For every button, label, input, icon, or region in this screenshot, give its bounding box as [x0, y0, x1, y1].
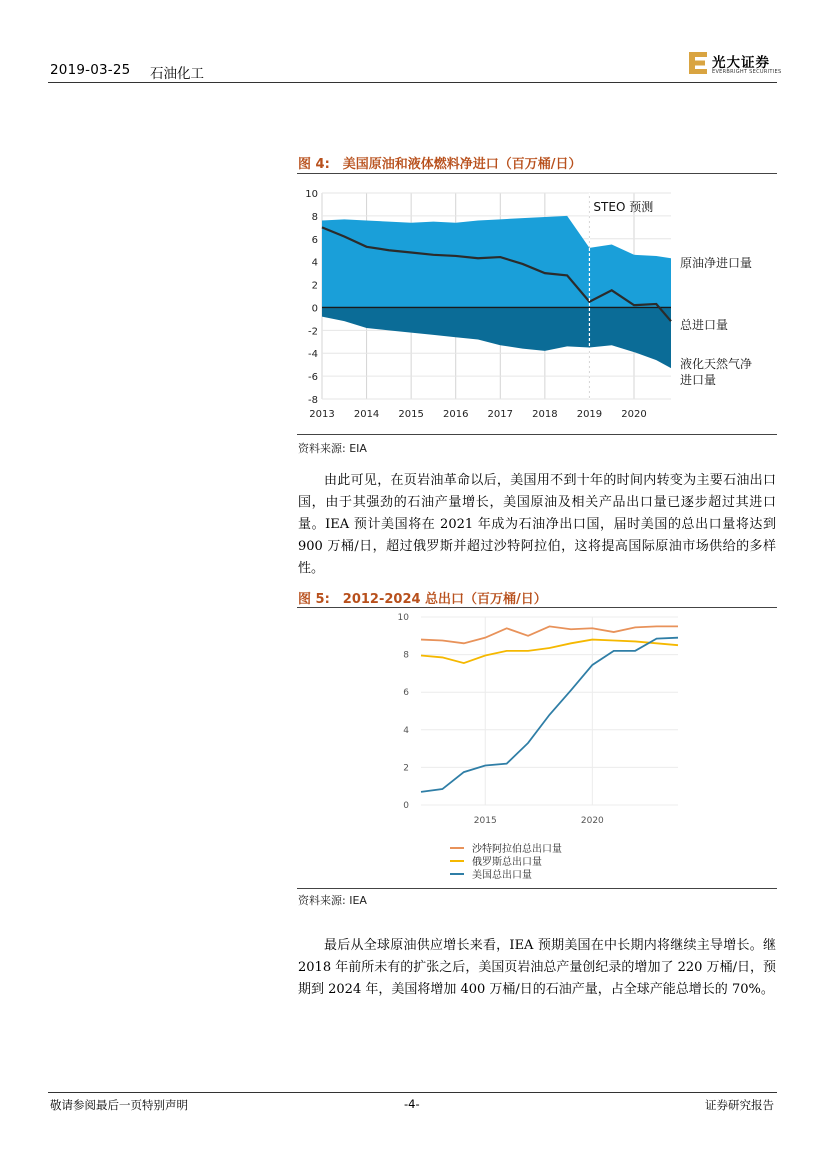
y-tick-label: 4	[403, 725, 409, 736]
y-tick-label: 4	[311, 257, 318, 269]
figure5-bottom-rule	[297, 888, 777, 889]
y-tick-label: 2	[403, 763, 409, 774]
legend-russia-label: 俄罗斯总出口量	[472, 857, 542, 868]
x-tick-label: 2015	[473, 816, 497, 826]
figure5-chart	[388, 610, 683, 888]
figure4-chart	[297, 178, 777, 430]
legend-label-lng: 液化天然气净进口量	[680, 357, 753, 387]
figure5-top-rule	[297, 607, 777, 608]
x-tick-label: 2016	[442, 409, 469, 420]
legend-saudi-label: 沙特阿拉伯总出口量	[472, 844, 562, 855]
y-tick-label: -2	[308, 326, 318, 338]
page-number: -4-	[404, 1097, 420, 1111]
x-tick-label: 2013	[309, 409, 335, 420]
footer-report-type: 证券研究报告	[705, 1098, 774, 1112]
y-tick-label: 0	[311, 303, 318, 315]
header-divider	[48, 82, 777, 83]
x-tick-label: 2020	[621, 409, 647, 420]
x-tick-label: 2017	[487, 409, 514, 420]
footer-divider	[48, 1092, 777, 1093]
logo-subtext: EVERBRIGHT SECURITIES	[712, 69, 782, 75]
usa-export-line	[421, 638, 678, 792]
y-tick-label: 6	[311, 234, 318, 246]
body-paragraph-2: 最后从全球原油供应增长来看，IEA 预期美国在中长期内将继续主导增长。继 2018 年前所未有的扩张之后，美国页岩油总产量创纪录的增加了 220 万桶/日，预期到 2024 年，美国将增加 400 万桶/日的石油产量，占全球产能总增长的 70%。	[298, 938, 776, 997]
legend-label-net-import: 原油净进口量	[680, 256, 753, 270]
figure4-title: 图 4: 美国原油和液体燃料净进口（百万桶/日）	[298, 157, 582, 172]
y-tick-label: 2	[311, 280, 318, 292]
x-tick-label: 2020	[580, 816, 604, 826]
y-tick-label: 8	[403, 650, 409, 661]
legend-usa-label: 美国总出口量	[472, 870, 532, 881]
x-tick-label: 2019	[576, 409, 603, 420]
figure5-title: 图 5: 2012-2024 总出口（百万桶/日）	[298, 592, 547, 607]
y-tick-label: -4	[308, 349, 318, 361]
forecast-label: STEO 预测	[593, 200, 654, 214]
legend-label-total-import: 总进口量	[680, 318, 729, 332]
y-tick-label: 0	[403, 801, 409, 811]
brokerage-logo-icon	[688, 50, 710, 76]
figure4-source: 资料来源: EIA	[298, 442, 367, 455]
y-tick-label: 10	[305, 189, 318, 200]
figure4-bottom-rule	[297, 434, 777, 435]
x-tick-label: 2014	[353, 409, 380, 420]
x-tick-label: 2018	[532, 409, 558, 420]
logo-text: 光大证券	[712, 55, 770, 71]
figure4-top-rule	[297, 173, 777, 174]
export-area	[322, 307, 671, 368]
body-paragraph-1: 由此可见，在页岩油革命以后，美国用不到十年的时间内转变为主要石油出口国，由于其强劲的石油产量增长，美国原油及相关产品出口量已逐步超过其进口量。IEA 预计美国将在 2021 年成为石油净出口国，届时美国的总出口量将达到 900 万桶/日，超过俄罗斯并超过沙特阿拉伯，这将提高国际原油市场供给的多样性。	[298, 473, 776, 576]
y-tick-label: 8	[311, 211, 318, 223]
figure5-source: 资料来源: IEA	[298, 894, 367, 907]
x-tick-label: 2015	[398, 409, 424, 420]
footer-disclaimer: 敬请参阅最后一页特别声明	[50, 1098, 188, 1112]
report-date: 2019-03-25	[50, 62, 131, 78]
report-sector: 石油化工	[150, 66, 204, 82]
y-tick-label: -8	[308, 395, 318, 406]
saudi-export-line	[421, 626, 678, 643]
y-tick-label: 10	[397, 613, 409, 623]
y-tick-label: 6	[403, 688, 409, 699]
y-tick-label: -6	[308, 372, 318, 384]
